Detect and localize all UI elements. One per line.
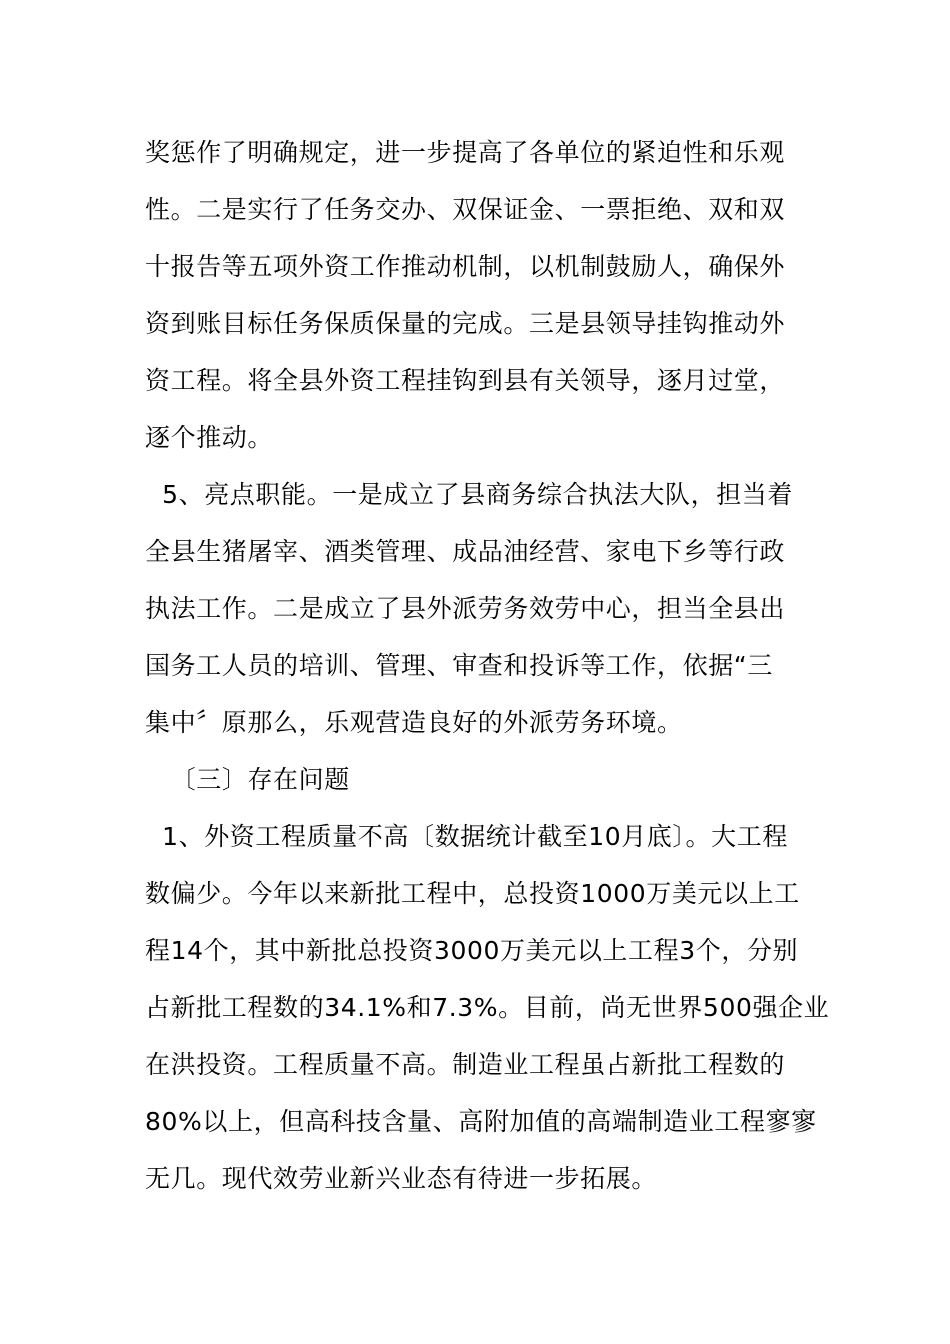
- text-line: 数偏少。今年以来新批工程中，总投资1000万美元以上工: [145, 879, 800, 908]
- text-line: 无几。现代效劳业新兴业态有待进一步拓展。: [145, 1164, 658, 1193]
- text-line: 国务工人员的培训、管理、审查和投诉等工作，依据“三: [145, 651, 773, 680]
- text-line: 程14个，其中新批总投资3000万美元以上工程3个，分别: [145, 936, 799, 965]
- text-line: 占新批工程数的34.1%和7.3%。目前，尚无世界500强企业: [145, 993, 830, 1022]
- text-line: 全县生猪屠宰、酒类管理、成品油经营、家电下乡等行政: [145, 537, 786, 566]
- text-line: 资到账目标任务保质保量的完成。三是县领导挂钩推动外: [145, 309, 786, 338]
- text-line: 资工程。将全县外资工程挂钩到县有关领导，逐月过堂，: [145, 366, 786, 395]
- section-heading: 〔三〕存在问题: [145, 765, 350, 794]
- text-line: 性。二是实行了任务交办、双保证金、一票拒绝、双和双: [145, 195, 786, 224]
- text-line: 在洪投资。工程质量不高。制造业工程虽占新批工程数的: [145, 1050, 786, 1079]
- paragraph-start-line: 1、外资工程质量不高〔数据统计截至10月底〕。大工程: [145, 822, 788, 851]
- text-line: 奖惩作了明确规定，进一步提高了各单位的紧迫性和乐观: [145, 138, 786, 167]
- text-line: 逐个推动。: [145, 423, 274, 452]
- text-line: 十报告等五项外资工作推动机制，以机制鼓励人，确保外: [145, 252, 786, 281]
- text-line: 执法工作。二是成立了县外派劳务效劳中心，担当全县出: [145, 594, 786, 623]
- text-line: 80%以上，但高科技含量、高附加值的高端制造业工程寥寥: [145, 1107, 817, 1136]
- paragraph-start-line: 5、亮点职能。一是成立了县商务综合执法大队，担当着: [145, 480, 794, 509]
- text-line: 集中〞原那么，乐观营造良好的外派劳务环境。: [145, 708, 683, 737]
